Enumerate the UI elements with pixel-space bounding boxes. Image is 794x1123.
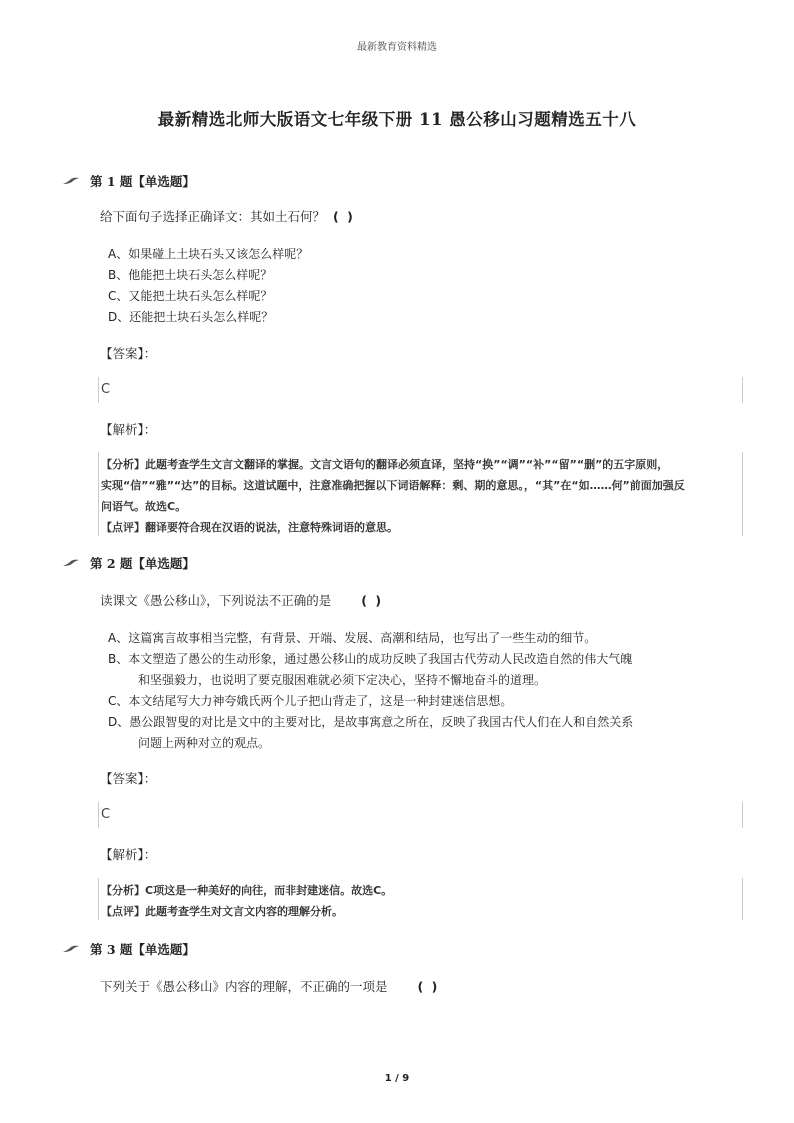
question-2-number: 第 2 题【单选题】: [90, 556, 195, 571]
question-2-options: [108, 628, 668, 754]
option-a[interactable]: A、如果碰上土块石头又该怎么样呢？: [108, 247, 309, 261]
option-d[interactable]: D、愚公跟智叟的对比是文中的主要对比，是故事寓意之所在，反映了我国古代人们在人和自然关系 问题上两种对立的观点。: [108, 715, 634, 750]
question-2-header: [62, 554, 195, 572]
analysis-box: [98, 452, 743, 536]
question-3-answer-blank: ( ): [417, 979, 440, 994]
question-1-number: 第 1 题【单选题】: [90, 174, 195, 189]
question-1-stem: [100, 207, 355, 225]
option-c[interactable]: C、又能把土块石头怎么样呢？: [108, 289, 273, 303]
question-1-header: [62, 172, 195, 190]
analysis-line: 【点评】翻译要符合现在汉语的说法，注意特殊词语的意思。: [101, 521, 398, 534]
option-c[interactable]: C、本文结尾写大力神夸娥氏两个儿子把山背走了，这是一种封建迷信思想。: [108, 694, 513, 708]
analysis-line: 问语气。故选C。: [101, 500, 187, 513]
question-2-stem-text: 读课文《愚公移山》，下列说法不正确的是: [100, 593, 332, 608]
analysis-label: 【解析】：: [100, 847, 157, 862]
analysis-label: 【解析】：: [100, 422, 157, 437]
quill-icon: [62, 176, 80, 186]
option-b[interactable]: B、本文塑造了愚公的生动形象，通过愚公移山的成功反映了我国古代劳动人民改造自然的伟大气魄 和坚强毅力，也说明了要克服困难就必须下定决心，坚持不懈地奋斗的道理。: [108, 652, 633, 687]
question-3-stem-text: 下列关于《愚公移山》内容的理解，不正确的一项是: [100, 979, 388, 994]
question-3-number: 第 3 题【单选题】: [90, 942, 195, 957]
analysis-line: 【分析】此题考查学生文言文翻译的掌握。文言文语句的翻译必须直译，坚持“换”“调”“补”“留”“删”的五字原则，: [101, 458, 669, 471]
analysis-line: 实现“信”“雅”“达”的目标。这道试题中，注意准确把握以下词语解释：剩、期的意思。，“其”在“如……何”前面加强反: [101, 479, 685, 492]
quill-icon: [62, 944, 80, 954]
question-1-options: [108, 244, 668, 328]
question-3-header: [62, 940, 195, 958]
analysis-box: [98, 878, 743, 920]
question-1-stem-text: 给下面句子选择正确译文：其如土石何？: [100, 209, 326, 224]
question-2-stem: [100, 591, 383, 609]
answer-label: 【答案】：: [100, 346, 157, 361]
answer-box: C: [98, 802, 743, 828]
question-3-stem: [100, 977, 439, 995]
option-b[interactable]: B、他能把土块石头怎么样呢？: [108, 268, 273, 282]
answer-box: C: [98, 377, 743, 403]
answer-label: 【答案】：: [100, 771, 157, 786]
page-header: 最新教育资料精选: [357, 42, 437, 53]
quill-icon: [62, 558, 80, 568]
analysis-line: 【点评】此题考查学生对文言文内容的理解分析。: [101, 905, 343, 918]
page-number: 1 / 9: [384, 1073, 410, 1084]
option-d[interactable]: D、还能把土块石头怎么样呢？: [108, 310, 274, 324]
analysis-line: 【分析】C项这是一种美好的向往，而非封建迷信。故选C。: [101, 884, 393, 897]
question-1-answer-blank: ( ): [333, 209, 355, 224]
document-title: 最新精选北师大版语文七年级下册 11 愚公移山习题精选五十八: [157, 110, 637, 129]
option-a[interactable]: A、这篇寓言故事相当完整，有背景、开端、发展、高潮和结局，也写出了一些生动的细节。: [108, 631, 597, 645]
question-2-answer-blank: ( ): [361, 593, 384, 608]
